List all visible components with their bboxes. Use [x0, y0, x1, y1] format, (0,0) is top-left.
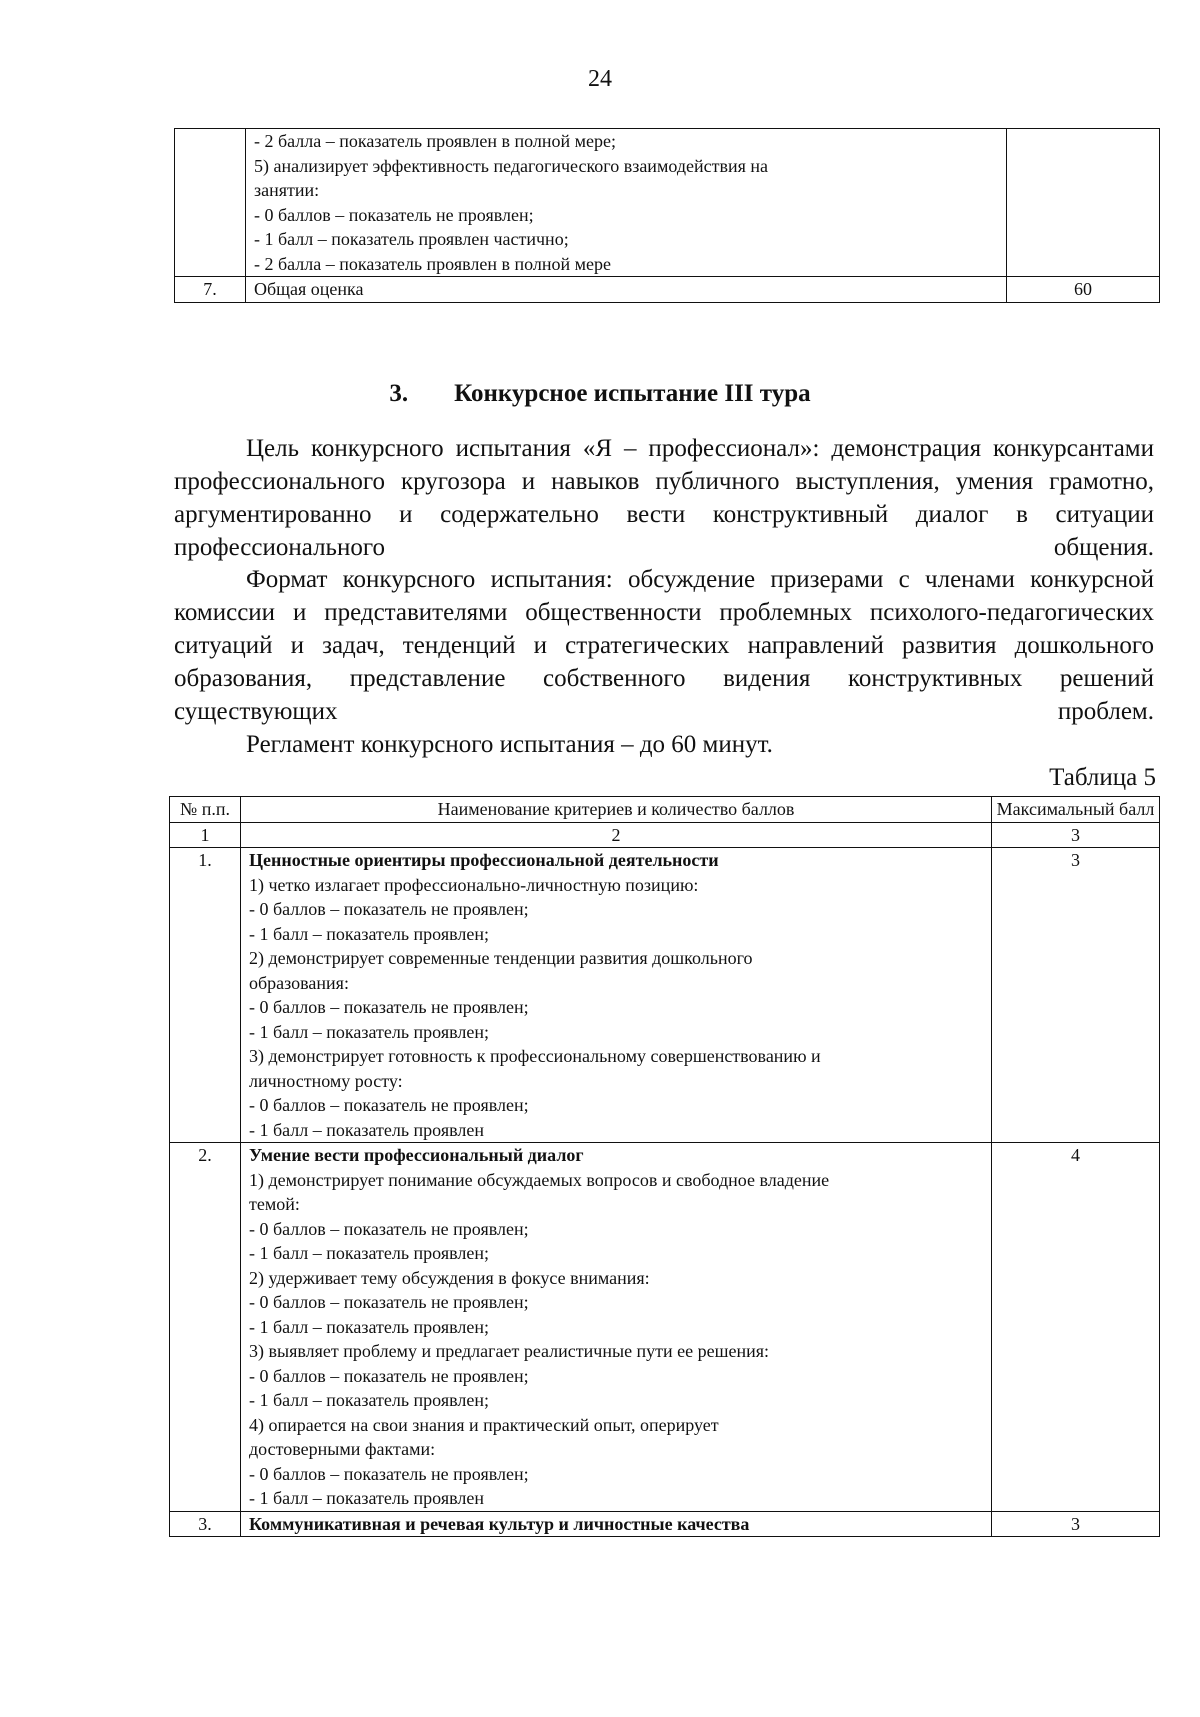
criteria-line: 5) анализирует эффективность педагогического взаимодействия на [254, 155, 768, 176]
criteria-line: 3) демонстрирует готовность к профессиональному совершенствованию и [249, 1046, 821, 1066]
criteria-line: - 0 баллов – показатель не проявлен; [249, 1292, 529, 1312]
table-row [170, 848, 1160, 1143]
goal-paragraph-block [174, 432, 1154, 564]
max-score-cell: 3 [992, 1511, 1160, 1537]
format-paragraph-block [174, 563, 1154, 728]
criteria-line: - 1 балл – показатель проявлен; [249, 923, 489, 944]
header-row [170, 797, 1160, 823]
section-heading [0, 380, 1200, 408]
max-score-cell: 3 [992, 848, 1160, 1143]
row-number-cell [175, 129, 246, 277]
format-paragraph: Формат конкурсного испытания: обсуждение призерами с членами конкурсной комиссии и представителями общественности проблемных психолого-педагогических ситуаций и задач, тенденций и стратегических направлений развития дошкольного образования, представление собственного видения конструктивных решений существующих проблем. [174, 566, 1154, 725]
row-number-cell: 7. [175, 277, 246, 303]
reglament-paragraph-block [174, 728, 1154, 761]
goal-paragraph: Цель конкурсного испытания «Я – профессионал»: демонстрация конкурсантами профессионального кругозора и навыков публичного выступления, умения грамотно, аргументированно и содержательно вести конструктивный диалог в ситуации профессионального общения. [174, 435, 1154, 561]
header-num: № п.п. [170, 797, 241, 823]
index-cell: 2 [241, 822, 992, 848]
score-cell [1007, 129, 1160, 277]
table-row [170, 1143, 1160, 1512]
criteria-line: - 0 баллов – показатель не проявлен; [249, 997, 529, 1017]
section-number: 3. [389, 380, 409, 407]
criteria-line: - 1 балл – показатель проявлен [249, 1488, 484, 1508]
criteria-line: - 2 балла – показатель проявлен в полной мере [254, 253, 611, 274]
criteria-line: - 0 баллов – показатель не проявлен; [249, 1095, 529, 1115]
criteria-cell [241, 1143, 992, 1512]
header-max: Максимальный балл [992, 797, 1160, 823]
criteria-table [169, 796, 1160, 1537]
criteria-cell [246, 129, 1007, 277]
row-number-cell: 1. [170, 848, 241, 1143]
criteria-line: 1) демонстрирует понимание обсуждаемых вопросов и свободное владение [249, 1169, 830, 1190]
criteria-line: достоверными фактами: [249, 1439, 436, 1459]
criteria-line: 3) выявляет проблему и предлагает реалистичные пути ее решения: [249, 1341, 770, 1361]
max-score-cell: 4 [992, 1143, 1160, 1512]
criteria-line: - 0 баллов – показатель не проявлен; [249, 1365, 529, 1386]
criteria-line: - 2 балла – показатель проявлен в полной мере; [254, 131, 616, 151]
criteria-line: 2) демонстрирует современные тенденции развития дошкольного [249, 948, 753, 968]
criteria-line: занятии: [254, 180, 320, 200]
table-caption: Таблица 5 [1049, 764, 1156, 791]
criteria-line: темой: [249, 1194, 300, 1214]
criteria-title: Ценностные ориентиры профессиональной деятельности [249, 850, 719, 870]
criteria-line: - 1 балл – показатель проявлен; [249, 1243, 489, 1263]
criteria-line: - 1 балл – показатель проявлен [249, 1119, 484, 1140]
continuation-table [174, 128, 1160, 303]
section-title: Конкурсное испытание III тура [454, 380, 811, 407]
table-row [170, 1511, 1160, 1537]
criteria-line: - 0 баллов – показатель не проявлен; [249, 899, 529, 919]
total-score: 60 [1007, 277, 1160, 303]
row-number-cell: 2. [170, 1143, 241, 1512]
criteria-line: - 1 балл – показатель проявлен; [249, 1021, 489, 1042]
criteria-line: 2) удерживает тему обсуждения в фокусе внимания: [249, 1267, 650, 1288]
criteria-line: - 1 балл – показатель проявлен; [249, 1390, 489, 1410]
reglament-paragraph: Регламент конкурсного испытания – до 60 минут. [246, 731, 773, 758]
criteria-line: 4) опирается на свои знания и практический опыт, оперирует [249, 1414, 719, 1435]
criteria-cell [241, 1511, 992, 1537]
row-number-cell: 3. [170, 1511, 241, 1537]
index-cell: 1 [170, 822, 241, 848]
criteria-line: - 0 баллов – показатель не проявлен; [249, 1463, 529, 1484]
total-label: Общая оценка [246, 277, 1007, 303]
header-criteria: Наименование критериев и количество баллов [241, 797, 992, 823]
page-number: 24 [588, 66, 612, 92]
criteria-line: личностному росту: [249, 1070, 403, 1091]
total-row [175, 277, 1160, 303]
criteria-title: Коммуникативная и речевая культур и личностные качества [249, 1513, 750, 1534]
index-cell: 3 [992, 822, 1160, 848]
criteria-line: - 1 балл – показатель проявлен; [249, 1316, 489, 1337]
table-row [175, 129, 1160, 277]
criteria-title: Умение вести профессиональный диалог [249, 1145, 584, 1165]
index-row [170, 822, 1160, 848]
criteria-line: образования: [249, 972, 349, 993]
criteria-line: - 1 балл – показатель проявлен частично; [254, 229, 569, 249]
criteria-line: 1) четко излагает профессионально-личностную позицию: [249, 874, 699, 895]
criteria-line: - 0 баллов – показатель не проявлен; [249, 1218, 529, 1239]
criteria-cell [241, 848, 992, 1143]
criteria-line: - 0 баллов – показатель не проявлен; [254, 204, 534, 225]
